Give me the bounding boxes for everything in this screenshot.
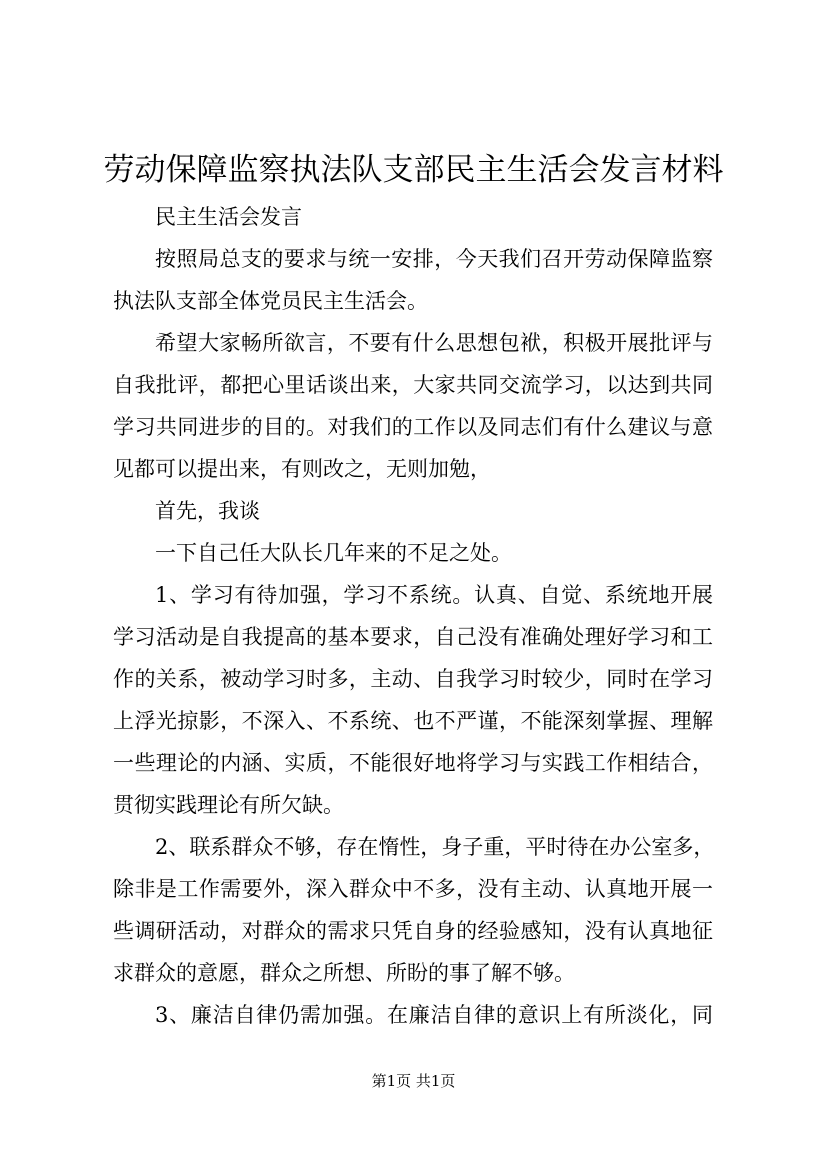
page-footer: 第1页 共1页 (371, 1072, 456, 1090)
paragraph-line: 些调研活动，对群众的需求只凭自身的经验感知，没有认真地征 (113, 919, 713, 943)
paragraph-line: 上浮光掠影，不深入、不系统、也不严谨，不能深刻掌握、理解 (113, 709, 713, 733)
paragraph-line: 求群众的意愿，群众之所想、所盼的事了解不够。 (113, 961, 575, 985)
paragraph-line: 自我批评，都把心里话谈出来，大家共同交流学习，以达到共同 (113, 373, 713, 397)
paragraph-line: 希望大家畅所欲言，不要有什么思想包袱，积极开展批评与 (155, 331, 713, 355)
paragraph-line: 一下自己任大队长几年来的不足之处。 (155, 541, 512, 565)
paragraph-line: 民主生活会发言 (155, 205, 302, 229)
paragraph-line: 贯彻实践理论有所欠缺。 (113, 793, 344, 817)
paragraph-line: 见都可以提出来，有则改之，无则加勉， (113, 457, 491, 481)
paragraph-line: 一些理论的内涵、实质，不能很好地将学习与实践工作相结合， (113, 751, 713, 775)
paragraph-line: 学习活动是自我提高的基本要求，自己没有准确处理好学习和工 (113, 625, 713, 649)
paragraph-line: 按照局总支的要求与统一安排，今天我们召开劳动保障监察 (155, 247, 713, 271)
document-body (113, 196, 713, 1036)
paragraph-line: 2、联系群众不够，存在惰性，身子重，平时待在办公室多， (155, 835, 715, 859)
paragraph-line: 除非是工作需要外，深入群众中不多，没有主动、认真地开展一 (113, 877, 713, 901)
paragraph-line: 3、廉洁自律仍需加强。在廉洁自律的意识上有所淡化，同 (155, 1003, 713, 1027)
paragraph-line: 执法队支部全体党员民主生活会。 (113, 289, 428, 313)
paragraph-line: 首先，我谈 (155, 499, 260, 523)
paragraph-line: 作的关系，被动学习时多，主动、自我学习时较少，同时在学习 (113, 667, 713, 691)
document-title: 劳动保障监察执法队支部民主生活会发言材料 (103, 152, 724, 188)
paragraph-line: 学习共同进步的目的。对我们的工作以及同志们有什么建议与意 (113, 415, 713, 439)
paragraph-line: 1、学习有待加强，学习不系统。认真、自觉、系统地开展 (155, 583, 713, 607)
